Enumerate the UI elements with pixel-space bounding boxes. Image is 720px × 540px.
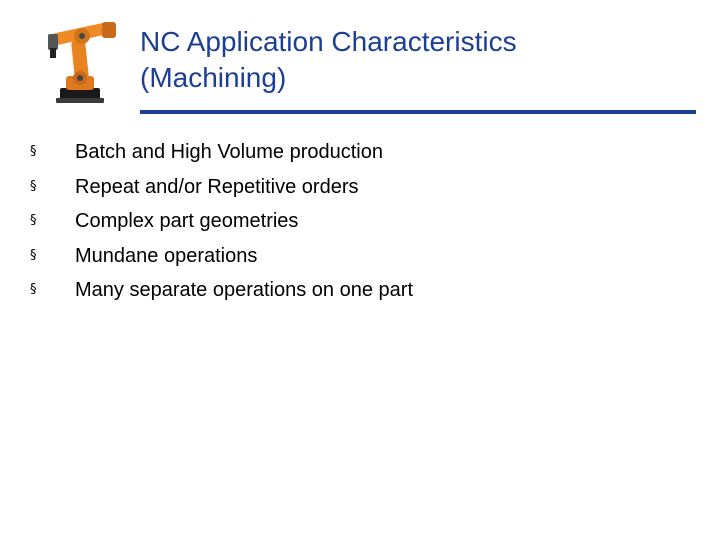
slide-title-line-1: NC Application Characteristics — [140, 26, 517, 57]
bullet-icon: § — [30, 213, 37, 228]
bullet-text: Complex part geometries — [75, 210, 299, 232]
bullet-icon: § — [30, 178, 37, 194]
industrial-robot-arm-icon — [40, 14, 132, 106]
bullet-icon: § — [30, 247, 37, 263]
bullet-text: Mundane operations — [75, 244, 258, 267]
bullet-text: Batch and High Volume production — [75, 141, 383, 163]
bullet-icon: § — [30, 282, 37, 297]
bullet-text: Many separate operations on one part — [75, 279, 413, 301]
slide-title-line-2: (Machining) — [140, 62, 287, 93]
bullet-icon: § — [30, 144, 37, 159]
bullet-text: Repeat and/or Repetitive orders — [75, 175, 359, 198]
title-underline — [140, 110, 696, 114]
slide-title — [140, 24, 700, 96]
